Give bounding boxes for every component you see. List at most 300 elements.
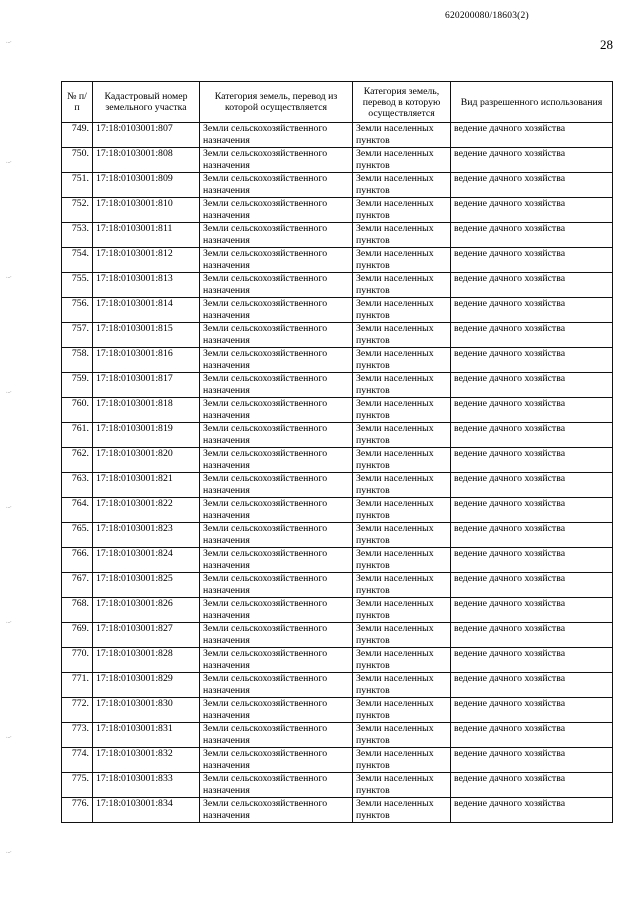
category-to-line: Земли населенных xyxy=(356,248,434,259)
cadastral-number-cell xyxy=(93,173,200,198)
category-from-cell xyxy=(200,773,353,798)
table-row xyxy=(62,223,613,248)
category-from-line: Земли сельскохозяйственного xyxy=(203,773,328,784)
cadastral-number-line: 17:18:0103001:818 xyxy=(96,398,173,409)
permitted-use-cell xyxy=(451,573,613,598)
row-number-cell xyxy=(62,123,93,148)
table-row xyxy=(62,373,613,398)
cadastral-number-cell xyxy=(93,598,200,623)
category-from-line: Земли сельскохозяйственного xyxy=(203,798,328,809)
category-from-cell xyxy=(200,648,353,673)
permitted-use-cell xyxy=(451,598,613,623)
table-row xyxy=(62,198,613,223)
category-from-line: назначения xyxy=(203,310,250,321)
category-from-line: назначения xyxy=(203,510,250,521)
category-from-line: Земли сельскохозяйственного xyxy=(203,598,328,609)
permitted-use-line: ведение дачного хозяйства xyxy=(454,723,566,734)
category-from-cell xyxy=(200,173,353,198)
row-number-line: 765. xyxy=(71,523,89,534)
category-from-line: Земли сельскохозяйственного xyxy=(203,348,328,359)
category-from-line: Земли сельскохозяйственного xyxy=(203,748,328,759)
category-from-cell xyxy=(200,323,353,348)
permitted-use-cell xyxy=(451,798,613,823)
page-number: 28 xyxy=(600,37,613,52)
category-to-line: Земли населенных xyxy=(356,598,434,609)
cadastral-number-line: 17:18:0103001:808 xyxy=(96,148,173,159)
permitted-use-cell xyxy=(451,748,613,773)
table-row xyxy=(62,498,613,523)
category-to-line: Земли населенных xyxy=(356,523,434,534)
cadastral-number-cell xyxy=(93,323,200,348)
category-from-line: Земли сельскохозяйственного xyxy=(203,423,328,434)
table-row xyxy=(62,748,613,773)
category-from-line: назначения xyxy=(203,285,250,296)
land-plots-table xyxy=(61,81,613,823)
cadastral-number-line: 17:18:0103001:816 xyxy=(96,348,173,359)
category-from-cell xyxy=(200,698,353,723)
category-to-line: Земли населенных xyxy=(356,798,434,809)
row-number-line: 751. xyxy=(71,173,89,184)
permitted-use-line: ведение дачного хозяйства xyxy=(454,198,566,209)
row-number-cell xyxy=(62,523,93,548)
row-number-line: 774. xyxy=(71,748,89,759)
cadastral-number-line: 17:18:0103001:814 xyxy=(96,298,173,309)
permitted-use-line: ведение дачного хозяйства xyxy=(454,148,566,159)
permitted-use-cell xyxy=(451,723,613,748)
row-number-line: 756. xyxy=(71,298,89,309)
table-row xyxy=(62,323,613,348)
permitted-use-cell xyxy=(451,523,613,548)
category-to-cell xyxy=(353,473,451,498)
category-to-cell xyxy=(353,348,451,373)
category-to-line: Земли населенных xyxy=(356,648,434,659)
cadastral-number-line: 17:18:0103001:807 xyxy=(96,123,173,134)
cadastral-number-line: 17:18:0103001:817 xyxy=(96,373,173,384)
category-to-line: пунктов xyxy=(356,785,390,796)
cadastral-number-line: 17:18:0103001:827 xyxy=(96,623,173,634)
category-from-cell xyxy=(200,398,353,423)
row-number-line: 750. xyxy=(71,148,89,159)
category-from-line: Земли сельскохозяйственного xyxy=(203,273,328,284)
row-number-cell xyxy=(62,498,93,523)
cadastral-number-line: 17:18:0103001:831 xyxy=(96,723,173,734)
category-from-line: назначения xyxy=(203,135,250,146)
permitted-use-cell xyxy=(451,698,613,723)
category-from-line: назначения xyxy=(203,210,250,221)
cadastral-number-cell xyxy=(93,223,200,248)
category-to-cell xyxy=(353,173,451,198)
table-row xyxy=(62,673,613,698)
permitted-use-cell xyxy=(451,473,613,498)
category-to-line: Земли населенных xyxy=(356,623,434,634)
category-to-line: Земли населенных xyxy=(356,273,434,284)
cadastral-number-cell xyxy=(93,748,200,773)
scan-edge-mark: ·-· xyxy=(5,389,13,397)
category-from-line: назначения xyxy=(203,810,250,821)
cadastral-number-line: 17:18:0103001:809 xyxy=(96,173,173,184)
category-from-line: назначения xyxy=(203,460,250,471)
row-number-cell xyxy=(62,398,93,423)
row-number-cell xyxy=(62,323,93,348)
permitted-use-cell xyxy=(451,648,613,673)
permitted-use-cell xyxy=(451,773,613,798)
permitted-use-cell xyxy=(451,623,613,648)
category-from-line: Земли сельскохозяйственного xyxy=(203,523,328,534)
category-from-cell xyxy=(200,498,353,523)
category-to-line: Земли населенных xyxy=(356,423,434,434)
row-number-line: 773. xyxy=(71,723,89,734)
cadastral-number-line: 17:18:0103001:822 xyxy=(96,498,173,509)
category-to-cell xyxy=(353,748,451,773)
row-number-cell xyxy=(62,773,93,798)
scan-edge-mark: ·-· xyxy=(5,619,13,627)
permitted-use-line: ведение дачного хозяйства xyxy=(454,123,566,134)
row-number-line: 768. xyxy=(71,598,89,609)
category-from-line: Земли сельскохозяйственного xyxy=(203,248,328,259)
category-to-line: Земли населенных xyxy=(356,448,434,459)
category-to-cell xyxy=(353,598,451,623)
cadastral-number-cell xyxy=(93,348,200,373)
category-to-cell xyxy=(353,723,451,748)
cadastral-number-cell xyxy=(93,548,200,573)
category-to-line: Земли населенных xyxy=(356,198,434,209)
category-to-cell xyxy=(353,298,451,323)
category-from-line: назначения xyxy=(203,360,250,371)
permitted-use-line: ведение дачного хозяйства xyxy=(454,448,566,459)
row-number-line: 772. xyxy=(71,698,89,709)
scan-edge-mark: ·-· xyxy=(5,274,13,282)
category-from-line: Земли сельскохозяйственного xyxy=(203,648,328,659)
row-number-cell xyxy=(62,198,93,223)
permitted-use-cell xyxy=(451,173,613,198)
row-number-cell xyxy=(62,698,93,723)
cadastral-number-line: 17:18:0103001:812 xyxy=(96,248,173,259)
category-to-line: пунктов xyxy=(356,710,390,721)
category-from-line: Земли сельскохозяйственного xyxy=(203,698,328,709)
cadastral-number-cell xyxy=(93,498,200,523)
category-to-line: пунктов xyxy=(356,535,390,546)
category-from-line: Земли сельскохозяйственного xyxy=(203,148,328,159)
category-to-cell xyxy=(353,798,451,823)
table-row xyxy=(62,148,613,173)
permitted-use-line: ведение дачного хозяйства xyxy=(454,773,566,784)
category-from-line: назначения xyxy=(203,685,250,696)
permitted-use-cell xyxy=(451,298,613,323)
row-number-line: 762. xyxy=(71,448,89,459)
category-from-line: назначения xyxy=(203,410,250,421)
category-from-cell xyxy=(200,798,353,823)
permitted-use-line: ведение дачного хозяйства xyxy=(454,673,566,684)
category-to-line: пунктов xyxy=(356,210,390,221)
permitted-use-line: ведение дачного хозяйства xyxy=(454,248,566,259)
table-row xyxy=(62,298,613,323)
category-from-cell xyxy=(200,273,353,298)
table-row xyxy=(62,473,613,498)
row-number-cell xyxy=(62,348,93,373)
permitted-use-cell xyxy=(451,148,613,173)
category-to-line: пунктов xyxy=(356,610,390,621)
category-from-line: Земли сельскохозяйственного xyxy=(203,448,328,459)
category-to-line: пунктов xyxy=(356,235,390,246)
category-from-line: назначения xyxy=(203,710,250,721)
category-from-line: Земли сельскохозяйственного xyxy=(203,623,328,634)
row-number-line: 770. xyxy=(71,648,89,659)
category-to-line: Земли населенных xyxy=(356,298,434,309)
category-to-line: пунктов xyxy=(356,760,390,771)
category-to-line: Земли населенных xyxy=(356,323,434,334)
category-to-cell xyxy=(353,698,451,723)
category-from-line: Земли сельскохозяйственного xyxy=(203,298,328,309)
category-from-line: Земли сельскохозяйственного xyxy=(203,123,328,134)
cadastral-number-line: 17:18:0103001:823 xyxy=(96,523,173,534)
cadastral-number-cell xyxy=(93,523,200,548)
permitted-use-cell xyxy=(451,498,613,523)
category-to-cell xyxy=(353,198,451,223)
category-to-line: Земли населенных xyxy=(356,223,434,234)
category-to-cell xyxy=(353,773,451,798)
row-number-cell xyxy=(62,573,93,598)
cadastral-number-cell xyxy=(93,298,200,323)
table-row xyxy=(62,598,613,623)
category-from-line: назначения xyxy=(203,560,250,571)
permitted-use-cell xyxy=(451,398,613,423)
category-to-line: Земли населенных xyxy=(356,773,434,784)
table-row xyxy=(62,573,613,598)
category-to-line: Земли населенных xyxy=(356,373,434,384)
permitted-use-line: ведение дачного хозяйства xyxy=(454,598,566,609)
category-from-line: Земли сельскохозяйственного xyxy=(203,723,328,734)
permitted-use-line: ведение дачного хозяйства xyxy=(454,798,566,809)
category-from-cell xyxy=(200,423,353,448)
category-to-line: пунктов xyxy=(356,510,390,521)
category-from-cell xyxy=(200,223,353,248)
row-number-line: 766. xyxy=(71,548,89,559)
row-number-cell xyxy=(62,598,93,623)
cadastral-number-line: 17:18:0103001:810 xyxy=(96,198,173,209)
category-to-cell xyxy=(353,248,451,273)
cadastral-number-cell xyxy=(93,248,200,273)
row-number-line: 749. xyxy=(71,123,89,134)
table-header-row xyxy=(62,82,613,123)
permitted-use-cell xyxy=(451,548,613,573)
category-from-cell xyxy=(200,198,353,223)
cadastral-number-line: 17:18:0103001:824 xyxy=(96,548,173,559)
table-row xyxy=(62,423,613,448)
column-header-number: № п/п xyxy=(62,82,93,123)
row-number-line: 763. xyxy=(71,473,89,484)
category-to-cell xyxy=(353,523,451,548)
category-to-line: пунктов xyxy=(356,660,390,671)
cadastral-number-cell xyxy=(93,648,200,673)
table-row xyxy=(62,448,613,473)
permitted-use-line: ведение дачного хозяйства xyxy=(454,473,566,484)
cadastral-number-line: 17:18:0103001:826 xyxy=(96,598,173,609)
cadastral-number-cell xyxy=(93,773,200,798)
category-to-cell xyxy=(353,398,451,423)
category-from-line: назначения xyxy=(203,635,250,646)
table-row xyxy=(62,723,613,748)
table-row xyxy=(62,523,613,548)
permitted-use-cell xyxy=(451,323,613,348)
category-to-cell xyxy=(353,573,451,598)
row-number-cell xyxy=(62,473,93,498)
permitted-use-line: ведение дачного хозяйства xyxy=(454,398,566,409)
category-to-cell xyxy=(353,498,451,523)
category-from-cell xyxy=(200,673,353,698)
cadastral-number-line: 17:18:0103001:811 xyxy=(96,223,173,234)
category-to-cell xyxy=(353,223,451,248)
cadastral-number-line: 17:18:0103001:813 xyxy=(96,273,173,284)
permitted-use-line: ведение дачного хозяйства xyxy=(454,173,566,184)
permitted-use-cell xyxy=(451,448,613,473)
category-to-cell xyxy=(353,423,451,448)
category-to-line: пунктов xyxy=(356,810,390,821)
cadastral-number-line: 17:18:0103001:825 xyxy=(96,573,173,584)
category-to-line: Земли населенных xyxy=(356,123,434,134)
row-number-line: 761. xyxy=(71,423,89,434)
permitted-use-line: ведение дачного хозяйства xyxy=(454,523,566,534)
row-number-line: 760. xyxy=(71,398,89,409)
table-row xyxy=(62,248,613,273)
category-to-line: Земли населенных xyxy=(356,148,434,159)
category-from-line: назначения xyxy=(203,535,250,546)
cadastral-number-cell xyxy=(93,473,200,498)
row-number-cell xyxy=(62,223,93,248)
category-from-line: назначения xyxy=(203,235,250,246)
cadastral-number-cell xyxy=(93,673,200,698)
permitted-use-cell xyxy=(451,223,613,248)
row-number-cell xyxy=(62,298,93,323)
permitted-use-line: ведение дачного хозяйства xyxy=(454,373,566,384)
category-from-cell xyxy=(200,373,353,398)
row-number-line: 752. xyxy=(71,198,89,209)
category-to-line: пунктов xyxy=(356,560,390,571)
permitted-use-line: ведение дачного хозяйства xyxy=(454,323,566,334)
category-from-line: назначения xyxy=(203,660,250,671)
category-to-cell xyxy=(353,123,451,148)
permitted-use-line: ведение дачного хозяйства xyxy=(454,748,566,759)
category-from-line: Земли сельскохозяйственного xyxy=(203,223,328,234)
scan-edge-mark: ·-· xyxy=(5,159,13,167)
category-from-cell xyxy=(200,598,353,623)
category-from-line: назначения xyxy=(203,185,250,196)
category-to-line: пунктов xyxy=(356,485,390,496)
category-from-line: назначения xyxy=(203,385,250,396)
row-number-cell xyxy=(62,723,93,748)
row-number-cell xyxy=(62,673,93,698)
row-number-cell xyxy=(62,548,93,573)
category-from-line: Земли сельскохозяйственного xyxy=(203,548,328,559)
cadastral-number-cell xyxy=(93,423,200,448)
permitted-use-cell xyxy=(451,373,613,398)
category-from-line: назначения xyxy=(203,585,250,596)
category-to-line: Земли населенных xyxy=(356,748,434,759)
category-from-line: назначения xyxy=(203,160,250,171)
scan-edge-mark: ·-· xyxy=(5,39,13,47)
table-row xyxy=(62,348,613,373)
row-number-cell xyxy=(62,798,93,823)
table-row xyxy=(62,798,613,823)
row-number-line: 776. xyxy=(71,798,89,809)
scan-edge-mark: ·-· xyxy=(5,504,13,512)
column-header-cadastral-number: Кадастровый номер земельного участка xyxy=(93,82,200,123)
category-to-line: пунктов xyxy=(356,310,390,321)
cadastral-number-line: 17:18:0103001:832 xyxy=(96,748,173,759)
category-from-cell xyxy=(200,148,353,173)
category-to-line: пунктов xyxy=(356,460,390,471)
category-from-cell xyxy=(200,723,353,748)
permitted-use-cell xyxy=(451,123,613,148)
cadastral-number-cell xyxy=(93,123,200,148)
permitted-use-cell xyxy=(451,423,613,448)
category-to-line: пунктов xyxy=(356,135,390,146)
cadastral-number-cell xyxy=(93,723,200,748)
permitted-use-line: ведение дачного хозяйства xyxy=(454,648,566,659)
category-to-line: Земли населенных xyxy=(356,398,434,409)
category-to-line: пунктов xyxy=(356,385,390,396)
table-row xyxy=(62,773,613,798)
category-to-cell xyxy=(353,323,451,348)
category-to-line: Земли населенных xyxy=(356,548,434,559)
cadastral-number-cell xyxy=(93,573,200,598)
category-to-cell xyxy=(353,148,451,173)
cadastral-number-cell xyxy=(93,448,200,473)
cadastral-number-cell xyxy=(93,398,200,423)
row-number-cell xyxy=(62,248,93,273)
permitted-use-line: ведение дачного хозяйства xyxy=(454,423,566,434)
category-from-cell xyxy=(200,248,353,273)
row-number-line: 769. xyxy=(71,623,89,634)
table-row xyxy=(62,648,613,673)
permitted-use-cell xyxy=(451,198,613,223)
permitted-use-line: ведение дачного хозяйства xyxy=(454,623,566,634)
table-row xyxy=(62,548,613,573)
category-to-cell xyxy=(353,448,451,473)
category-to-cell xyxy=(353,673,451,698)
column-header-permitted-use: Вид разрешенного использования xyxy=(451,82,613,123)
permitted-use-line: ведение дачного хозяйства xyxy=(454,223,566,234)
category-from-line: Земли сельскохозяйственного xyxy=(203,323,328,334)
category-to-cell xyxy=(353,373,451,398)
category-to-line: Земли населенных xyxy=(356,673,434,684)
permitted-use-cell xyxy=(451,273,613,298)
column-header-category-from: Категория земель, перевод из которой осуществляется xyxy=(200,82,353,123)
row-number-cell xyxy=(62,373,93,398)
permitted-use-line: ведение дачного хозяйства xyxy=(454,573,566,584)
category-to-line: пунктов xyxy=(356,260,390,271)
table-row xyxy=(62,698,613,723)
permitted-use-line: ведение дачного хозяйства xyxy=(454,348,566,359)
category-to-line: Земли населенных xyxy=(356,723,434,734)
category-from-line: назначения xyxy=(203,735,250,746)
category-from-line: Земли сельскохозяйственного xyxy=(203,373,328,384)
category-from-line: назначения xyxy=(203,785,250,796)
category-to-line: пунктов xyxy=(356,410,390,421)
cadastral-number-line: 17:18:0103001:829 xyxy=(96,673,173,684)
row-number-cell xyxy=(62,148,93,173)
scan-edge-mark: ·-· xyxy=(5,734,13,742)
cadastral-number-cell xyxy=(93,198,200,223)
permitted-use-line: ведение дачного хозяйства xyxy=(454,498,566,509)
row-number-cell xyxy=(62,448,93,473)
category-from-line: назначения xyxy=(203,260,250,271)
row-number-line: 764. xyxy=(71,498,89,509)
row-number-line: 753. xyxy=(71,223,89,234)
permitted-use-cell xyxy=(451,348,613,373)
category-from-cell xyxy=(200,348,353,373)
cadastral-number-cell xyxy=(93,698,200,723)
row-number-cell xyxy=(62,423,93,448)
